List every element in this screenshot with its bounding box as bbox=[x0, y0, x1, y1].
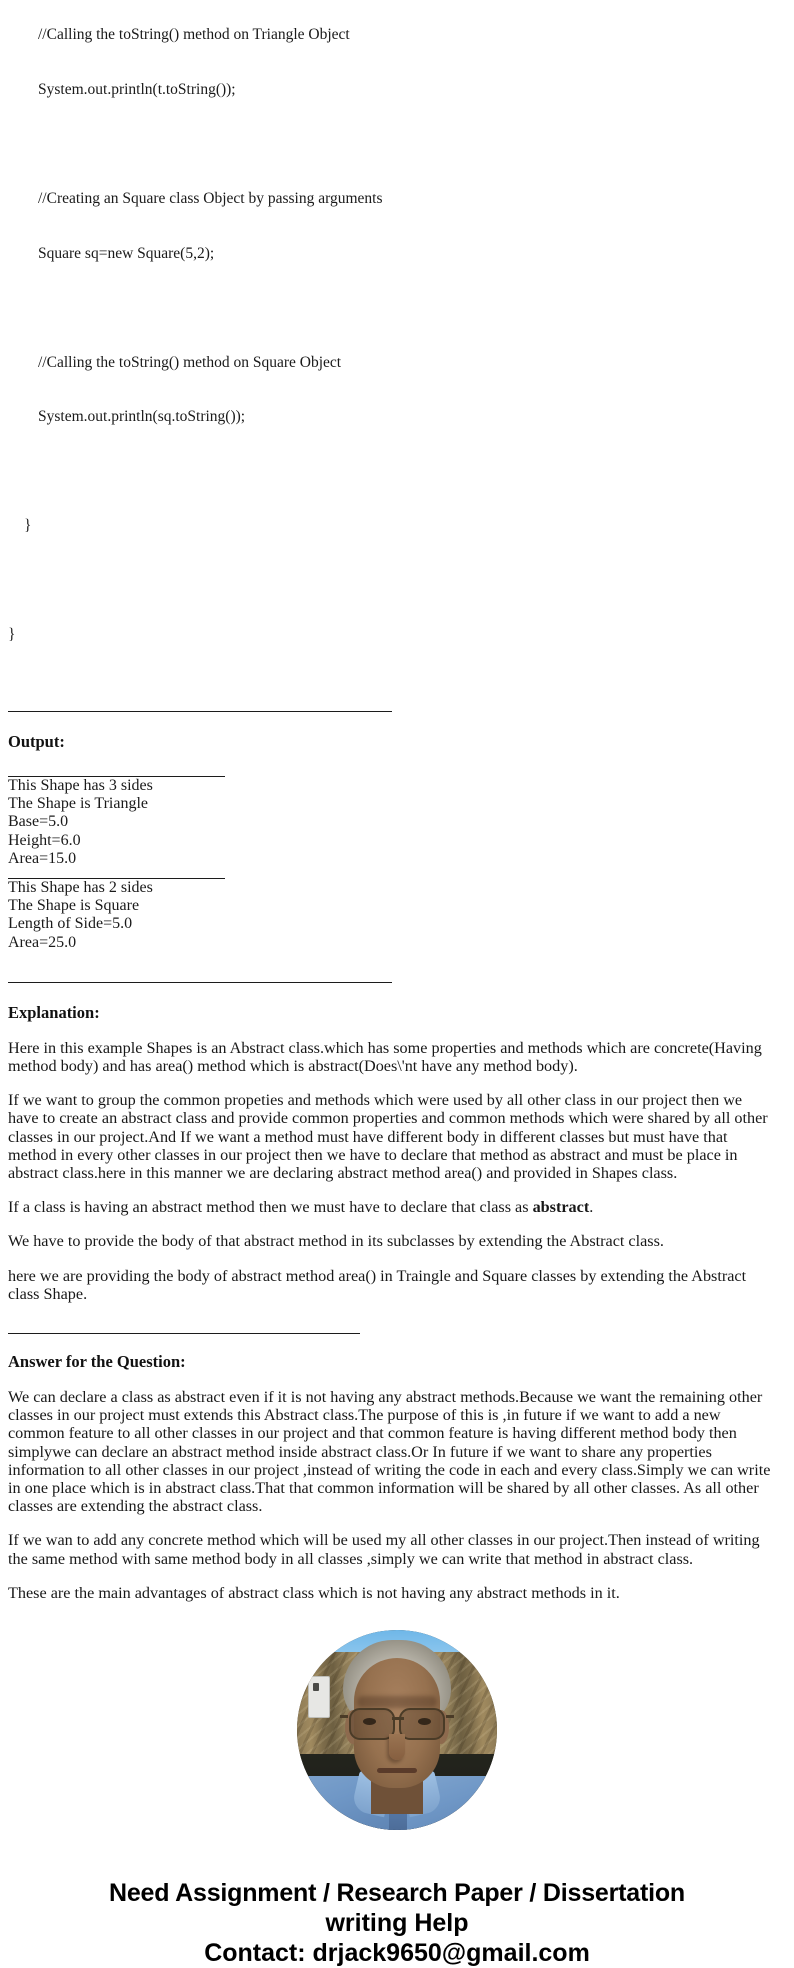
output-block-square bbox=[0, 879, 794, 952]
output-line: This Shape has 2 sides bbox=[8, 878, 153, 896]
explanation-heading: Explanation: bbox=[8, 1002, 100, 1022]
code-line-blank bbox=[8, 572, 794, 590]
output-line: Height=6.0 bbox=[8, 831, 81, 849]
answer-paragraph-1: We can declare a class as abstract even if it is not having any abstract methods.Because we want the remaining other classes in our project must extends this Abstract class.The purpose of this is ,in future if we want to add a new common feature to all other classes in our project and that common feature is having different method body then simplywe can declare an abstract method inside abstract class.Or In future if we want to share any properties information to all other classes in our project ,instead of writing the code in each and every class.Simply we can write in one place which is in abstract class.That that common information will be shared by all other classes. As all other classes are extending the abstract class. bbox=[8, 1387, 771, 1516]
code-line-blank bbox=[8, 299, 794, 317]
footer-line-1: Need Assignment / Research Paper / Dissertation bbox=[109, 1879, 685, 1907]
output-line: The Shape is Square bbox=[8, 897, 140, 915]
java-code-block bbox=[0, 0, 794, 681]
code-line-blank bbox=[8, 136, 794, 154]
output-heading: Output: bbox=[8, 731, 65, 751]
code-line-close-brace: } bbox=[8, 626, 16, 644]
explanation-paragraph-4: We have to provide the body of that abstract method in its subclasses by extending the Abstract class. bbox=[8, 1232, 664, 1251]
explanation-paragraph-5: here we are providing the body of abstract method area() in Traingle and Square classes by extending the Abstract class Shape. bbox=[8, 1266, 747, 1303]
answer-paragraph-3: These are the main advantages of abstract class which is not having any abstract methods in it. bbox=[8, 1583, 620, 1602]
avatar-nose bbox=[389, 1734, 405, 1760]
code-line-blank bbox=[8, 463, 794, 481]
output-line: Area=25.0 bbox=[8, 933, 77, 951]
avatar bbox=[297, 1630, 497, 1830]
footer-promo bbox=[0, 1878, 794, 1968]
code-line: System.out.println(sq.toString()); bbox=[38, 408, 246, 426]
explanation-paragraph-2: If we want to group the common propeties and methods which were used by all other class in our project then we have to create an abstract class and provide common properties and common methods which were shared by all other classes in our project.And If we want a method must have different body in different classes but must have that method in every other classes in our project then we have to declare that method as abstract and must be place in abstract class.here in this manner we are declaring abstract method area() and provided in Shapes class. bbox=[8, 1091, 768, 1182]
avatar-switchboard bbox=[308, 1676, 330, 1718]
output-line: Length of Side=5.0 bbox=[8, 915, 133, 933]
output-block-triangle bbox=[0, 777, 794, 868]
footer-contact-email[interactable]: Contact: drjack9650@gmail.com bbox=[204, 1939, 590, 1967]
code-line: //Calling the toString() method on Triangle Object bbox=[38, 26, 350, 44]
output-line: Area=15.0 bbox=[8, 849, 77, 867]
output-line: Base=5.0 bbox=[8, 813, 69, 831]
avatar-container bbox=[0, 1630, 794, 1830]
avatar-glasses-bridge bbox=[392, 1717, 404, 1720]
answer-paragraph-2: If we wan to add any concrete method which will be used my all other classes in our project.Then instead of writing the same method with same method body in all classes ,simply we can write that method in abstract class. bbox=[8, 1531, 760, 1568]
explanation-p3-after: . bbox=[589, 1198, 594, 1217]
answer-heading: Answer for the Question: bbox=[8, 1351, 186, 1371]
explanation-p3-before: If a class is having an abstract method then we must have to declare that class as bbox=[8, 1198, 533, 1217]
avatar-mouth bbox=[377, 1768, 417, 1773]
output-line: The Shape is Triangle bbox=[8, 795, 148, 813]
code-line: Square sq=new Square(5,2); bbox=[38, 244, 215, 262]
code-line: //Calling the toString() method on Square Object bbox=[38, 353, 342, 371]
code-line: System.out.println(t.toString()); bbox=[38, 81, 236, 99]
output-line: This Shape has 3 sides bbox=[8, 776, 153, 794]
avatar-glasses-temple-left bbox=[340, 1715, 348, 1718]
code-line: //Creating an Square class Object by passing arguments bbox=[38, 190, 383, 208]
footer-line-2: writing Help bbox=[325, 1909, 469, 1937]
explanation-paragraph-1: Here in this example Shapes is an Abstract class.which has some properties and methods which are concrete(Having method body) and has area() method which is abstract(Does\'nt have any method body). bbox=[8, 1038, 762, 1075]
avatar-brow-shadow bbox=[357, 1696, 437, 1708]
explanation-paragraph-3 bbox=[0, 1198, 794, 1216]
code-line-close-brace: } bbox=[24, 517, 32, 535]
avatar-glasses-temple-right bbox=[446, 1715, 454, 1718]
explanation-p3-bold-term: abstract bbox=[532, 1198, 590, 1217]
avatar-lens-right bbox=[399, 1708, 445, 1740]
